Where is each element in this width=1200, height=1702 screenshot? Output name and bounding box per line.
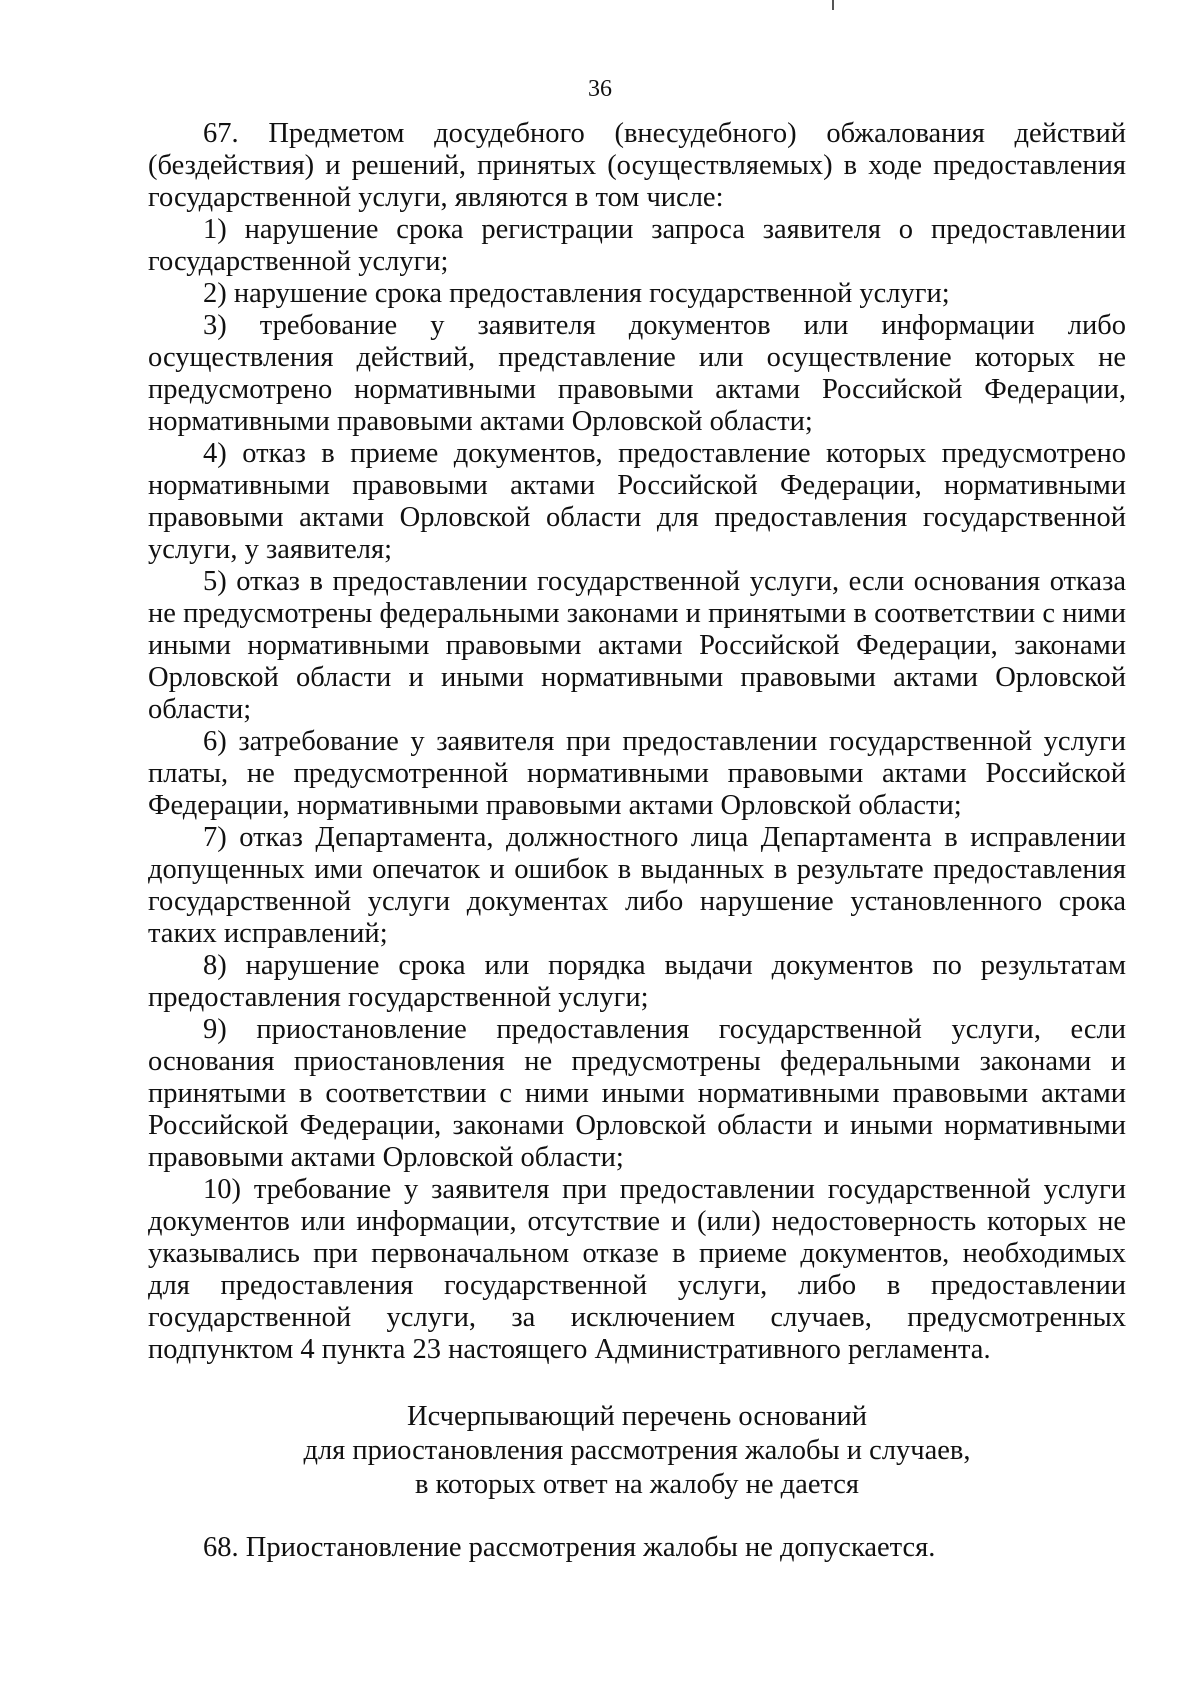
list-item-8: 8) нарушение срока или порядка выдачи документов по результатам предоставления государственной услуги; [148, 950, 1126, 1013]
list-item-6: 6) затребование у заявителя при предоставлении государственной услуги платы, не предусмотренной нормативными правовыми актами Российской Федерации, нормативными правовыми актами Орловской области; [148, 726, 1126, 821]
list-item-9: 9) приостановление предоставления государственной услуги, если основания приостановления не предусмотрены федеральными законами и принятыми в соответствии с ними иными нормативными правовыми актами Российской Федерации, законами Орловской области и иными нормативными правовыми актами Орловской области; [148, 1014, 1126, 1173]
list-item-2: 2) нарушение срока предоставления государственной услуги; [203, 278, 950, 309]
document-body [148, 118, 1126, 1564]
list-item-1: 1) нарушение срока регистрации запроса заявителя о предоставлении государственной услуги; [148, 214, 1126, 277]
section-heading-line-2: для приостановления рассмотрения жалобы и случаев, [303, 1435, 971, 1466]
section-heading-line-3: в которых ответ на жалобу не дается [414, 1469, 860, 1500]
scan-artifact-mark [832, 0, 834, 10]
section-heading [148, 1400, 1126, 1502]
list-item-4: 4) отказ в приеме документов, предоставление которых предусмотрено нормативными правовыми актами Российской Федерации, нормативными правовыми актами Орловской области для предоставления государственной услуги, у заявителя; [148, 438, 1126, 565]
paragraph-67: 67. Предметом досудебного (внесудебного) обжалования действий (бездействия) и решений, принятых (осуществляемых) в ходе предоставления государственной услуги, являются в том числе: [148, 118, 1126, 213]
paragraph-68: 68. Приостановление рассмотрения жалобы не допускается. [203, 1532, 936, 1563]
section-heading-line-1: Исчерпывающий перечень оснований [407, 1401, 867, 1432]
list-item-7: 7) отказ Департамента, должностного лица Департамента в исправлении допущенных ими опечаток и ошибок в выданных в результате предоставления государственной услуги документах либо нарушение установленного срока таких исправлений; [148, 822, 1126, 949]
list-item-5: 5) отказ в предоставлении государственной услуги, если основания отказа не предусмотрены федеральными законами и принятыми в соответствии с ними иными нормативными правовыми актами Российской Федерации, законами Орловской области и иными нормативными правовыми актами Орловской области; [148, 566, 1126, 725]
page-number: 36 [588, 76, 612, 102]
list-item-10: 10) требование у заявителя при предоставлении государственной услуги документов или информации, отсутствие и (или) недостоверность которых не указывались при первоначальном отказе в приеме документов, необходимых для предоставления государственной услуги, либо в предоставлении государственной услуги, за исключением случаев, предусмотренных подпунктом 4 пункта 23 настоящего Административного регламента. [148, 1174, 1126, 1365]
list-item-3: 3) требование у заявителя документов или информации либо осуществления действий, представление или осуществление которых не предусмотрено нормативными правовыми актами Российской Федерации, нормативными правовыми актами Орловской области; [148, 310, 1126, 437]
